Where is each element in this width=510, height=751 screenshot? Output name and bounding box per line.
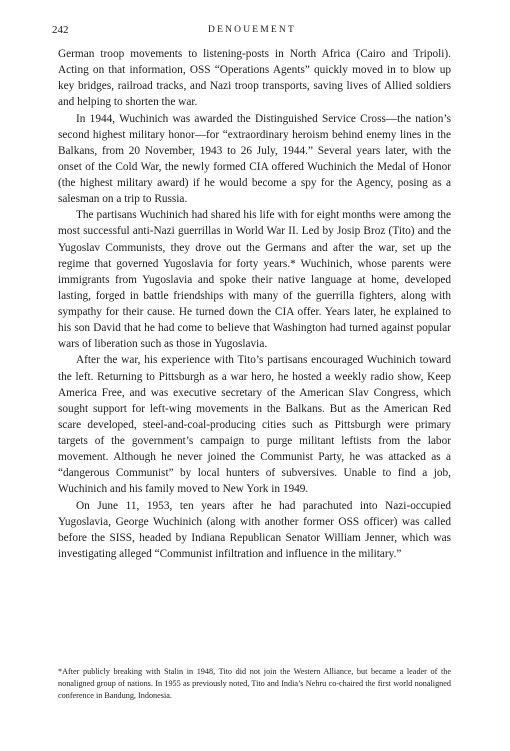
paragraph-4: After the war, his experience with Tito’s partisans encouraged Wuchinich toward the left. Returning to Pittsburgh as a war hero, he hosted a weekly radio show, Keep America Free, and was executive secretary of the American Slav Congress, which sought support for left-wing movements in the Balkans. But as the American Red scare developed, steel-and-coal-producing cities such as Pittsburgh were primary targets of the government’s campaign to purge militant leftists from the labor movement. Although he never joined the Communist Party, he was attacked as a “dangerous Communist” by local hunters of subversives. Unable to find a job, Wuchinich and his family moved to New York in 1949.	[58, 354, 451, 496]
footnote-text: *After publicly breaking with Stalin in 1948, Tito did not join the Western Alliance, but became a leader of the nonaligned group of nations. In 1955 as previously noted, Tito and India’s Nehru co-chaired the first world nonaligned conference in Bandung, Indonesia.	[58, 667, 451, 701]
page-header	[52, 23, 452, 37]
paragraph-5: On June 11, 1953, ten years after he had parachuted into Nazi-occupied Yugoslavia, George Wuchinich (along with another former OSS officer) was called before the SISS, headed by Indiana Republican Senator William Jenner, which was investigating alleged “Communist infiltration and influence in the military.”	[58, 499, 451, 560]
paragraph-1: German troop movements to listening-posts in North Africa (Cairo and Tripoli). Acting on that information, OSS “Operations Agents” quickly moved in to blow up key bridges, railroad tracks, and Nazi troop transports, saving lives of Allied soldiers and helping to shorten the war.	[58, 48, 451, 109]
paragraph-3: The partisans Wuchinich had shared his life with for eight months were among the most successful anti-Nazi guerrillas in World War II. Led by Josip Broz (Tito) and the Yugoslav Communists, they drove out the Germans and after the war, set up the regime that governed Yugoslavia for forty years.* Wuchinich, whose parents were immigrants from Yugoslavia and spoke their native language at home, developed lasting, forged in battle friendships with many of the guerrilla fighters, along with sympathy for their cause. He turned down the CIA offer. Years later, he explained to his son David that he had come to believe that Washington had turned against popular wars of liberation such as those in Yugoslavia.	[58, 209, 451, 351]
body-text	[58, 46, 451, 562]
running-head: DENOUEMENT	[208, 25, 296, 35]
footnote	[58, 666, 451, 703]
page-number: 242	[52, 24, 69, 36]
paragraph-2: In 1944, Wuchinich was awarded the Distinguished Service Cross—the nation’s second highest military honor—for “extraordinary heroism behind enemy lines in the Balkans, from 20 November, 1943 to 26 July, 1944.” Several years later, with the onset of the Cold War, the newly formed CIA offered Wuchinich the Medal of Honor (the highest military award) if he would become a spy for the Agency, posing as a salesman on a trip to Russia.	[58, 112, 451, 206]
